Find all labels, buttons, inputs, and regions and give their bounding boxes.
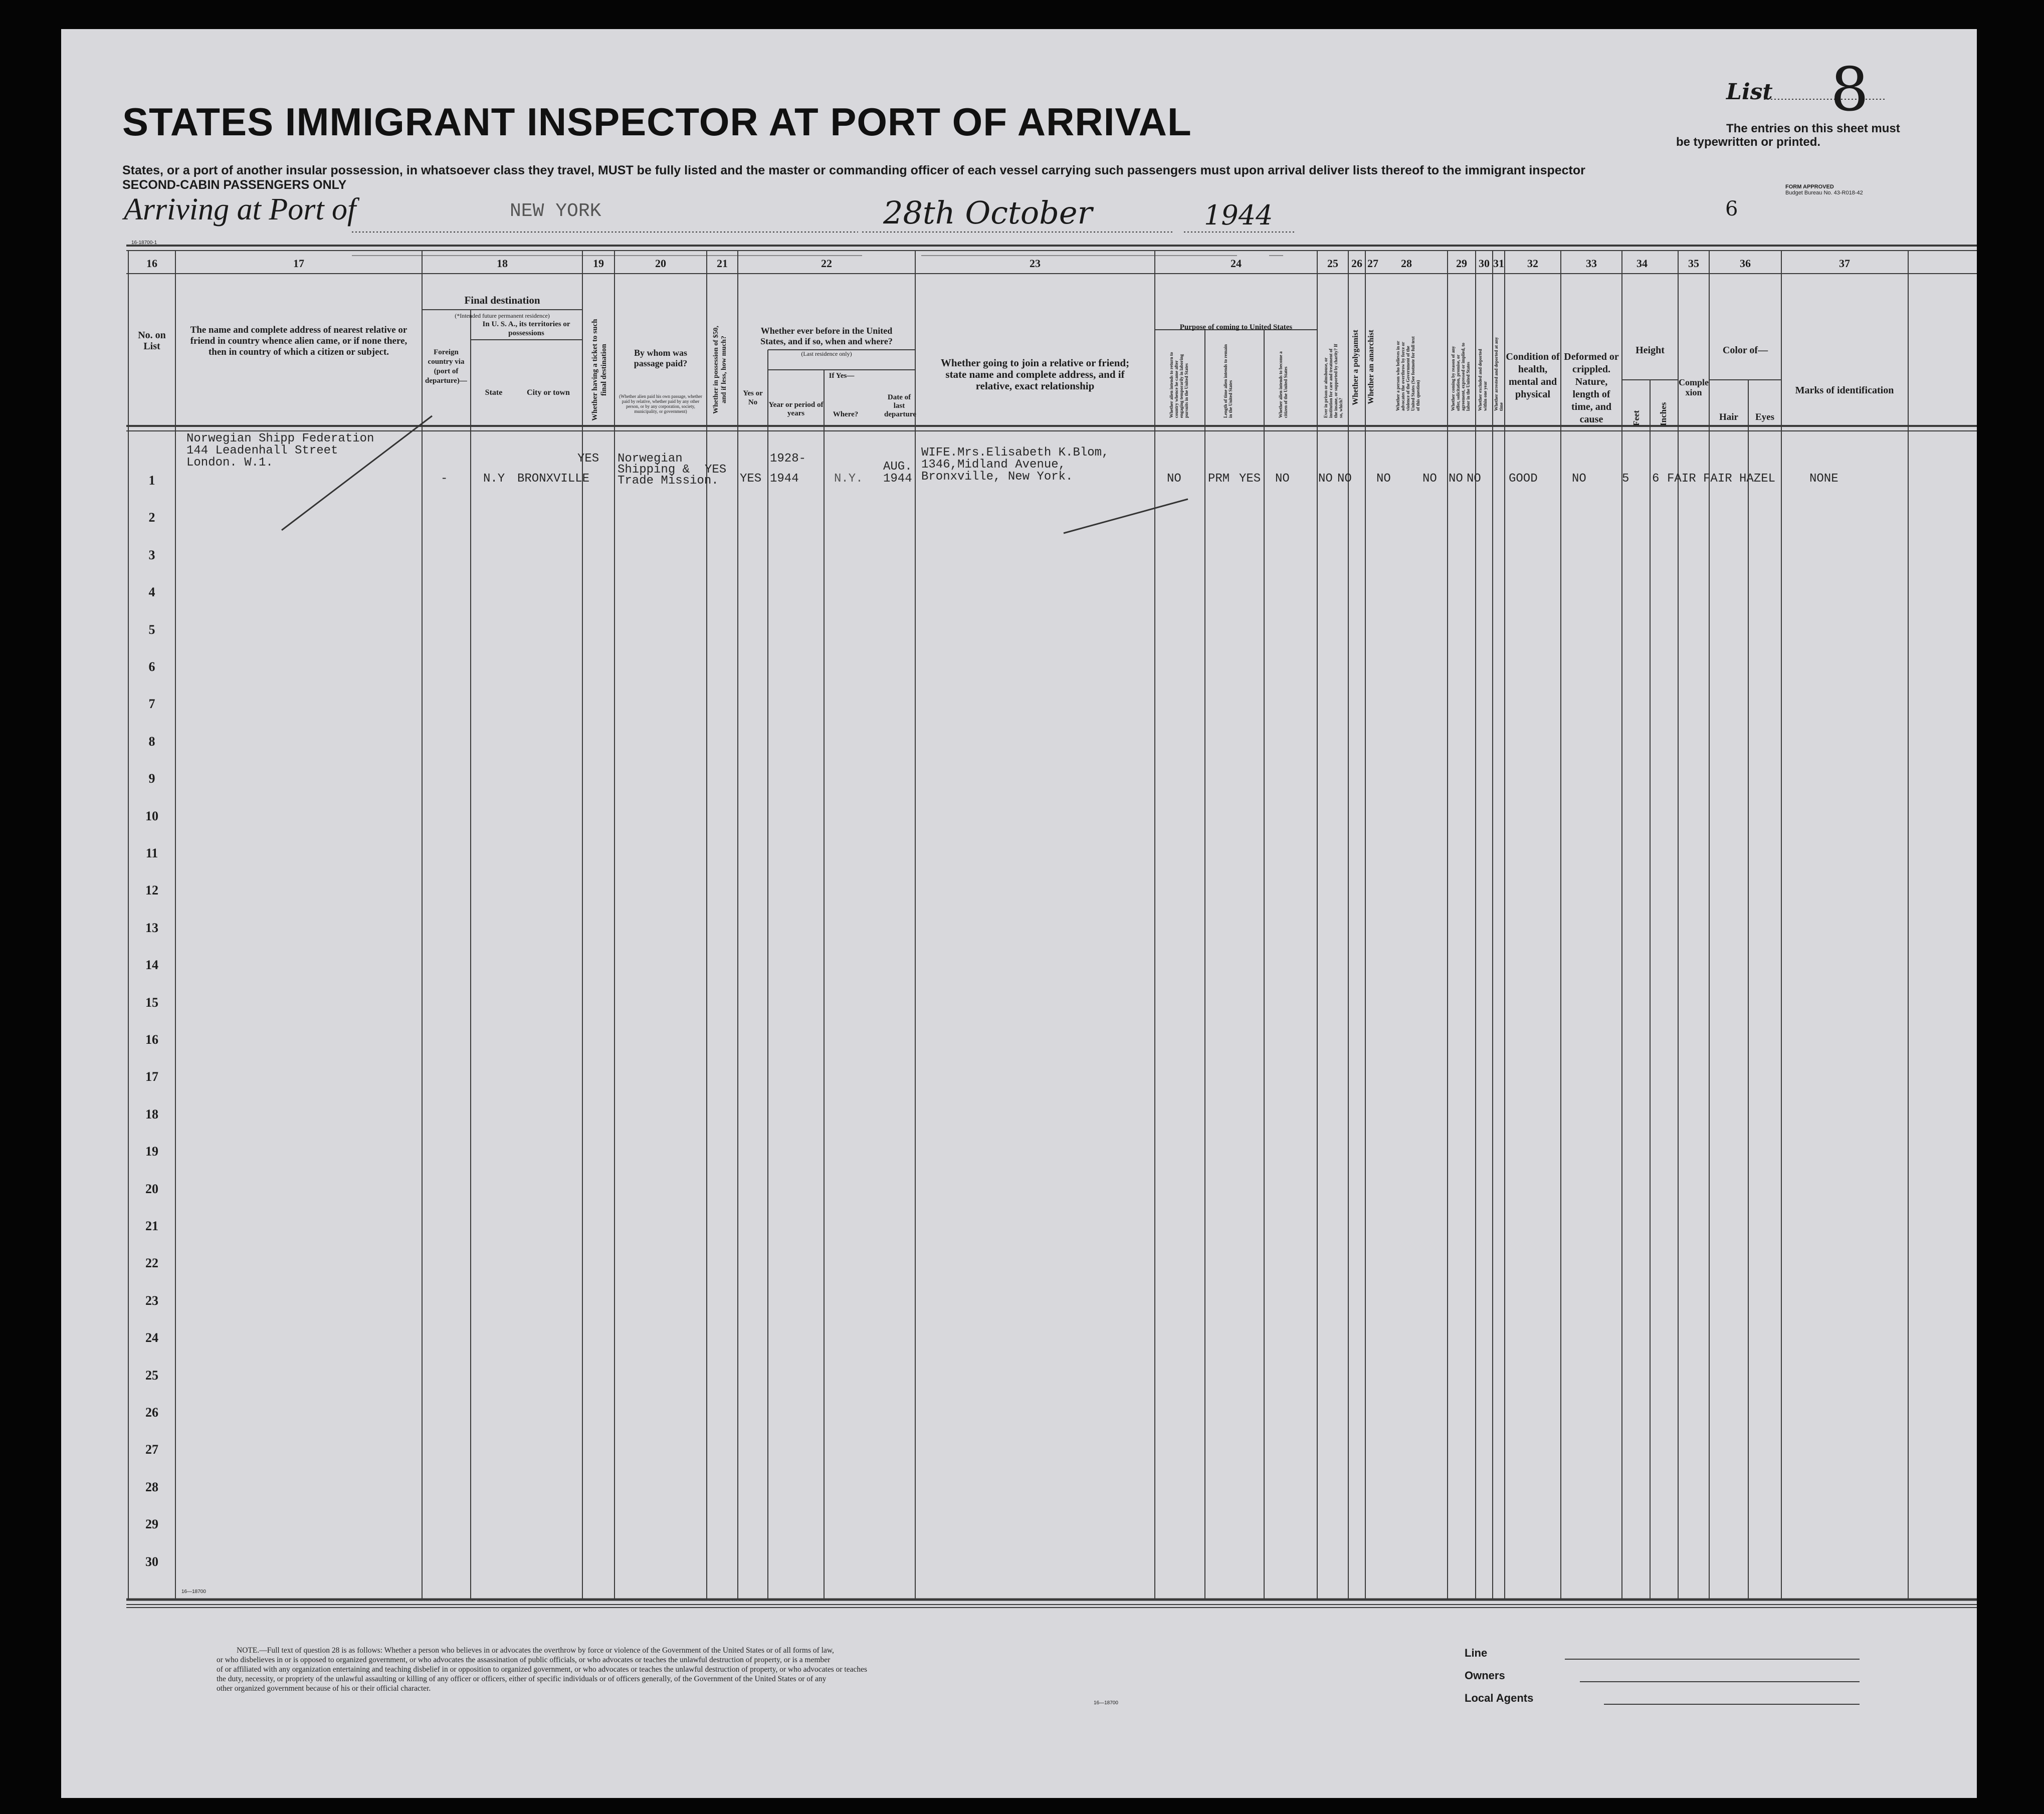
row-number: 8 [148,734,155,749]
list-number: 8 [1830,55,1869,125]
row-number: 19 [145,1144,158,1159]
entry-date-departure: 1944 [883,472,912,486]
column-number: 16 [146,257,157,270]
header-foreign-country: Foreign country via (port of departure)— [425,348,467,385]
row-number: 3 [148,547,155,562]
header-eyes: Eyes [1755,412,1774,422]
column-number: 33 [1586,257,1597,270]
row-number: 21 [145,1219,158,1233]
header-city-or-town: City or town [527,388,570,397]
row-number: 9 [148,771,155,786]
footnote-line: the duty, necessity, or propriety of the unlawful assaulting or killing of any officer or officers, either of specific individuals or of officers generally, of the Government of the United States or of any [217,1675,827,1683]
entry-paid-by: Shipping & [618,463,690,477]
header-by-whom-note: (Whether alien paid his own passage, whether paid by relative, whether paid by any other person, or by any corporation, society, municipality, or government) [619,394,702,414]
entry-join: WIFE.Mrs.Elisabeth K.Blom, [921,446,1109,460]
entry-q31: NO [1467,472,1481,486]
form-number: 16-18700-1 [131,240,157,246]
row-number: 13 [145,920,158,935]
header-year-period: Year or period of years [768,401,824,417]
header-condition: Condition of health, mental and physical [1506,351,1560,400]
entry-hair: FAIR [1703,472,1732,486]
row-number: 24 [145,1330,158,1345]
row-number: 23 [145,1293,158,1308]
column-number: 37 [1839,257,1850,270]
page-title: STATES IMMIGRANT INSPECTOR AT PORT OF ARRIVAL [122,100,1192,144]
column-number: 25 [1327,257,1338,270]
header-where: Where? [833,410,859,418]
form-approved: FORM APPROVED [1785,184,1834,190]
entry-inches: 6 [1652,472,1660,486]
header-purpose-return: Whether alien intends to return to country whence he came after engaging temporarily in laboring pursuits in the United States [1169,352,1189,418]
entries-note: be typewritten or printed. [1676,135,1821,149]
entry-ever-before: YES [740,472,762,486]
column-number: 29 [1456,257,1467,270]
column-number: 36 [1740,257,1751,270]
header-purpose: Purpose of coming to United States [1179,323,1293,331]
entry-length: PRM [1208,472,1230,486]
budget-bureau: Budget Bureau No. 43-R018-42 [1785,190,1863,196]
sheet-mark: 6 [1725,197,1738,220]
entry-paid-by: Norwegian [618,452,683,466]
row-number: 11 [145,846,158,860]
column-number: 27 [1367,257,1378,270]
header-final-destination-note: (*Intended future permanent residence) [455,312,550,319]
column-number: 35 [1688,257,1699,270]
entry-city: BRONXVILLE [517,472,590,486]
column-number: 19 [593,257,604,270]
column-number: 18 [497,257,508,270]
row-number: 16 [145,1032,158,1047]
footnote-line: or who disbelieves in or is opposed to organized government, or who advocates the assassination of public officials, or who advocates or teaches the unlawful destruction of property, or is a member [217,1656,831,1664]
header-final-destination: Final destination [464,294,540,306]
entry-prison: NO [1275,472,1290,486]
row-number: 26 [145,1405,158,1420]
entry-paid-by: Trade Mission. [618,474,719,488]
owners-label: Owners [1465,1669,1505,1682]
row-number: 1 [148,473,155,488]
entry-join: Bronxville, New York. [921,470,1073,484]
row-number: 14 [145,958,158,973]
entry-marks: NONE [1809,472,1838,486]
row-number: 22 [145,1256,158,1271]
header-feet: Feet [1631,410,1641,426]
header-q31: Whether arrested and deported at any time [1494,337,1504,411]
header-date-last-departure: Date of last departure [884,393,916,418]
row-number: 6 [148,659,155,674]
entry-relative-line: London. W.1. [186,456,273,470]
table-grid [61,29,1977,1798]
form-number-small: 16—18700 [181,1589,206,1595]
column-number: 30 [1479,257,1490,270]
header-height: Height [1636,345,1665,356]
footnote-line: NOTE.—Full text of question 28 is as follows: Whether a person who believes in or advocates the overthrow by force or violence of the Government of the United States or of all forms of law, [237,1646,834,1655]
header-q28: Whether a person who believes in or advocates the overthrow by force or violence of the Government of the United States (See footnote for full text of this question) [1395,336,1420,411]
footnote-line: other organized government because of his or their official character. [217,1684,431,1693]
entry-eyes: HAZEL [1739,472,1776,486]
entry-foreign-country: - [441,472,448,486]
column-number: 20 [655,257,666,270]
column-number: 21 [717,257,728,270]
entry-date-departure: AUG. [883,460,912,474]
header-ticket: Whether having a ticket to such final destination [591,319,608,421]
header-in-usa: In U. S. A., its territories or possessions [482,320,570,337]
header-prison: Ever in prison or almshouse, or institution for care and treatment of the insane, or supported by charity? If so, which? [1323,344,1343,418]
entry-deformed: NO [1572,472,1586,486]
row-number: 5 [148,622,155,637]
row-number: 28 [145,1479,158,1494]
row-number: 12 [145,883,158,898]
row-number: 27 [145,1442,158,1457]
header-inches: Inches [1659,402,1668,426]
arrival-year: 1944 [1204,199,1273,231]
footnote-form-number: 16—18700 [1094,1700,1118,1706]
column-number: 17 [293,257,304,270]
header-color-of: Color of— [1722,345,1768,356]
footnote-line: of or affiliated with any organization entertaining and teaching disbelief in or opposition to organized government, or who advocates or teaches the unlawful destruction of property, or who advocates or teaches [217,1665,868,1674]
arriving-label: Arriving at Port of [124,192,356,226]
list-label: List [1726,79,1773,105]
entry-q28: NO [1376,472,1391,486]
entry-years: 1944 [770,472,799,486]
local-agents-label: Local Agents [1465,1692,1534,1704]
column-number: 26 [1351,257,1362,270]
row-number: 18 [145,1106,158,1121]
header-hair: Hair [1719,412,1738,422]
row-number: 20 [145,1181,158,1196]
entry-years: 1928- [770,452,806,466]
manifest-sheet [61,29,1977,1798]
entry-q29: NO [1422,472,1437,486]
header-possession-50: Whether in possession of $50, and if less, how much? [712,326,728,414]
row-number: 17 [145,1069,158,1084]
header-purpose-length: Length of time alien intends to remain in the United States [1223,344,1233,418]
column-number: 32 [1527,257,1538,270]
column-number: 28 [1401,257,1412,270]
column-number: 23 [1030,257,1041,270]
header-complexion: Complexion [1679,377,1709,397]
header-no-on-list: No. on List [138,330,166,352]
subtitle-line: States, or a port of another insular possession, in whatsoever class they travel, MUST be fully listed and the master or commanding officer of each vessel carrying such passengers must upon arrival deliver lists thereof to the immigrant inspector [122,163,1585,177]
line-label: Line [1465,1647,1488,1659]
entries-note: The entries on this sheet must [1726,122,1900,135]
entry-state: N.Y [483,472,505,486]
header-yes-or-no: Yes or No [743,389,763,406]
subtitle-second-cabin: SECOND-CABIN PASSENGERS ONLY [122,178,347,192]
header-polygamist: Whether a polygamist [1351,330,1360,405]
column-number: 24 [1231,257,1242,270]
header-by-whom: By whom was passage paid? [634,348,688,368]
header-ever-before: Whether ever before in the United States, and if so, when and where? [760,326,893,346]
header-deformed: Deformed or crippled. Nature, length of time, and cause [1564,351,1619,425]
column-number: 22 [821,257,832,270]
arrival-date: 28th October [883,194,1093,231]
entry-relative-line: 144 Leadenhall Street [186,444,338,458]
header-ever-before-note: (Last residence only) [801,350,852,357]
column-number: 34 [1637,257,1648,270]
entry-citizen: YES [1239,472,1261,486]
row-number: 29 [145,1517,158,1532]
entry-anarchist: NO [1337,472,1352,486]
row-number: 10 [145,808,158,823]
row-number: 30 [145,1554,158,1569]
row-number: 25 [145,1368,158,1383]
entry-possession: YES [705,463,727,477]
column-number: 31 [1493,257,1504,270]
header-going-to-join: Whether going to join a relative or friend; state name and complete address, and if relative, exact relationship [940,357,1130,392]
header-q30: Whether excluded and deported within one year [1478,349,1488,411]
header-q29: Whether coming by reason of any offer, solicitation, promise, or agreement, expressed or implied, to labor in the United States [1451,343,1471,411]
entry-condition: GOOD [1509,472,1538,486]
row-number: 2 [148,510,155,525]
entry-polygamist: NO [1318,472,1333,486]
entry-join: 1346,Midland Avenue, [921,458,1066,472]
row-number: 15 [145,995,158,1010]
entry-ticket: YES [577,452,599,466]
row-number: 4 [148,585,155,600]
header-purpose-citizen: Whether alien intends to become a citizen of the United States [1278,351,1288,418]
entry-feet: 5 [1622,472,1629,486]
port-name: NEW YORK [510,200,601,222]
entry-return: NO [1167,472,1181,486]
entry-relative-line: Norwegian Shipp Federation [186,432,374,445]
header-nearest-relative: The name and complete address of nearest relative or friend in country whence alien came, or if none there, then in country of which a citizen or subject. [190,325,407,357]
header-anarchist: Whether an anarchist [1367,330,1375,404]
entry-where: N.Y. [834,472,863,486]
entry-complexion: FAIR [1667,472,1696,486]
header-marks: Marks of identification [1795,385,1894,396]
header-state: State [485,388,503,397]
header-if-yes: If Yes— [829,372,855,380]
entry-q30: NO [1449,472,1463,486]
row-number: 7 [148,697,155,712]
